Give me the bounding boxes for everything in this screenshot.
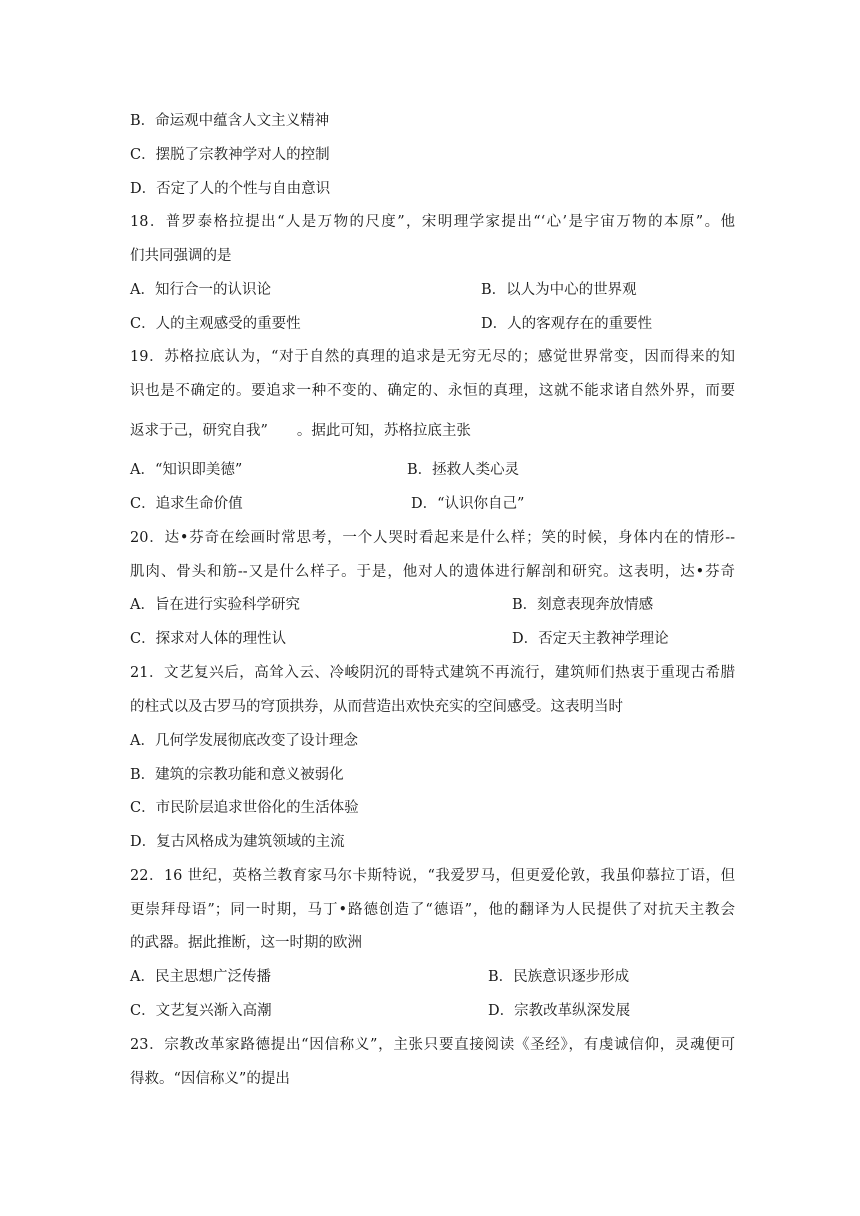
q20-option-c: C．探求对人体的理性认 <box>130 631 287 647</box>
q20-option-d: D．否定天主教神学理论 <box>512 631 669 647</box>
q21-stem-line1: 21．文艺复兴后，高耸入云、冷峻阴沉的哥特式建筑不再流行，建筑师们热衷于重现古希腊 <box>130 665 735 681</box>
q17-option-b: B．命运观中蕴含人文主义精神 <box>130 113 330 129</box>
q22-stem-line3: 的武器。据此推断，这一时期的欧洲 <box>130 935 362 951</box>
q22-stem-line1: 22．16 世纪，英格兰教育家马尔卡斯特说，“我爱罗马，但更爱伦敦，我虽仰慕拉丁语，但 <box>130 868 735 884</box>
q20-stem-line2: 肌肉、骨头和筋--又是什么样子。于是，他对人的遗体进行解剖和研究。这表明，达•芬奇 <box>130 564 735 580</box>
q17-option-c: C．摆脱了宗教神学对人的控制 <box>130 147 330 163</box>
q22-stem-line2: 更崇拜母语”；同一时期，马丁•路德创造了“德语”，他的翻译为人民提供了对抗天主教会 <box>130 902 735 918</box>
q21-option-a: A．几何学发展彻底改变了设计理念 <box>130 733 358 749</box>
q19-option-d: D．“认识你自己” <box>411 496 525 512</box>
q22-option-d: D．宗教改革纵深发展 <box>488 1003 631 1019</box>
q20-stem-line1: 20．达•芬奇在绘画时常思考，一个人哭时看起来是什么样；笑的时候，身体内在的情形-- <box>130 530 735 546</box>
q17-option-d: D．否定了人的个性与自由意识 <box>130 181 331 197</box>
q19-stem-line2: 识也是不确定的。要追求一种不变的、确定的、永恒的真理，这就不能求诸自然外界，而要 <box>130 383 735 399</box>
q18-option-a: A．知行合一的认识论 <box>130 282 271 298</box>
q22-option-c: C．文艺复兴渐入高潮 <box>130 1003 272 1019</box>
q23-stem-line1: 23．宗教改革家路德提出“因信称义”，主张只要直接阅读《圣经》，有虔诚信仰，灵魂便可 <box>130 1037 735 1053</box>
q19-option-c: C．追求生命价值 <box>130 496 243 512</box>
q18-option-c: C．人的主观感受的重要性 <box>130 316 301 332</box>
q22-option-b: B．民族意识逐步形成 <box>488 969 630 985</box>
q18-option-d: D．人的客观存在的重要性 <box>481 316 653 332</box>
q19-option-a: A．“知识即美德” <box>130 462 243 478</box>
q19-stem-line1: 19．苏格拉底认为，“对于自然的真理的追求是无穷无尽的；感觉世界常变，因而得来的知 <box>130 349 735 365</box>
q21-option-d: D．复古风格成为建筑领域的主流 <box>130 834 345 850</box>
q22-option-a: A．民主思想广泛传播 <box>130 969 271 985</box>
q18-stem-line1: 18．普罗泰格拉提出“人是万物的尺度”，宋明理学家提出“‘心’是宇宙万物的本原”。他 <box>130 214 735 230</box>
q18-option-b: B．以人为中心的世界观 <box>481 282 637 298</box>
q18-stem-line2: 们共同强调的是 <box>130 248 232 264</box>
q23-stem-line2: 得救。“因信称义”的提出 <box>130 1071 290 1087</box>
q21-stem-line2: 的柱式以及古罗马的穹顶拱券，从而营造出欢快充实的空间感受。这表明当时 <box>130 699 623 715</box>
q20-option-b: B．刻意表现奔放情感 <box>512 597 654 613</box>
q21-option-b: B．建筑的宗教功能和意义被弱化 <box>130 767 344 783</box>
q20-option-a: A．旨在进行实验科学研究 <box>130 597 300 613</box>
q21-option-c: C．市民阶层追求世俗化的生活体验 <box>130 800 359 816</box>
q19-stem-line3: 返求于己，研究自我” 。据此可知，苏格拉底主张 <box>130 423 471 439</box>
q19-option-b: B．拯救人类心灵 <box>407 462 520 478</box>
